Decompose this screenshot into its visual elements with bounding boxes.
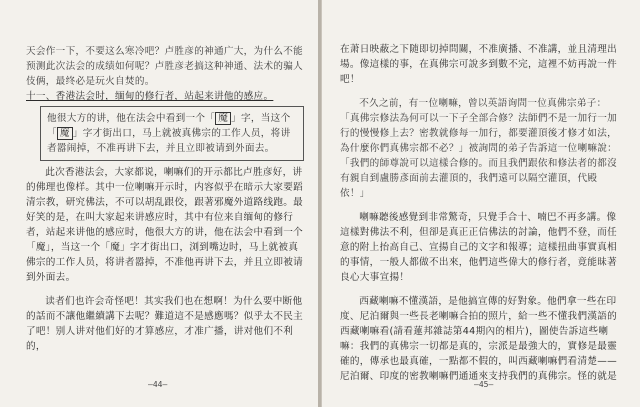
right-paragraph-3: 喇嘛聽後感覺到非常驚奇，只覺手合十、喃巴不再多講。像這樣對佛法不利，但卻是真正正信佛法的討論，他們不登，而任意的附上抬高自己、宣揚自己的文字和報導；這樣扭曲事實真相的事情，一般人都做不出來，他們這些偉大的修行者，竟能昧著良心大事宣揚！: [340, 212, 618, 283]
quote-line-3: 」字才街出口，马上就被真佛宗的工作人员，将讲者嚣闹掉，不准再讲下去，并且立即被请到外面去。: [47, 128, 291, 154]
quote-line-2: 」字，当这个「: [47, 113, 291, 139]
right-paragraph-1: 在萧日映蔽之下随即切掉問關，不准廣播、不准講，並且清理出場。像這樣的事，在真佛宗可說多到數不完，這裡不妨再說一件吧！: [340, 44, 618, 85]
left-end-paragraph: 读者们也许会奇怪吧！其实我们也在想啊！为什么要中断他的話而不讓他繼續講下去呢？難道這不是感應嗎？似乎太不民主了吧！别人讲对他们好的才算感应，才准广播，讲对他们不利的，: [26, 296, 304, 352]
left-intro-paragraph: 天会作一下，不要这么寒冷吧？卢胜彦的神通广大，为什么不能预测此次法会的成绩如何呢？卢胜彦老搞这种神通、法术的骗人伎俩，最终必是玩火自焚的。: [26, 46, 304, 87]
quote-highlight-char-2: 魔: [57, 127, 73, 140]
right-paragraph-4: 西藏喇嘛不懂漢語，是他搞宣傳的好對象。他們拿一些在印度、尼泊爾與一些長老喇嘛合拍的照片，給一些不懂我們漢語的西藏喇嘛看(請看蓮邦雜誌第44期內的相片)，圖使告訴這些喇嘛：我們的真佛宗一切都是真的，宗派是最強大的，實修是最靈確的，傳承也最真確，一點都不假的，叫西藏喇嘛們看清楚——尼泊爾、印度的密教喇嘛們通通來支持我們的真佛宗。怪的就是: [340, 296, 618, 382]
left-body-paragraph: 此次香港法会，大家都说，喇嘛们的开示都比卢胜彦好，讲的佛理也像样。其中一位喇嘛开示时，内容似乎在暗示大家要蹈清宗教，研究佛法，不可以胡乱跟佼，跟著邪魔外道路线跑。最好笑的是，在叫大家起来讲感应时，其中有位来自缅甸的修行者，站起来讲他的感应时，他很大方的讲，他在法会中看到一个「魔」，当这一个「魔」字才街出口，浏到嘴边时，马上就被真佛宗的工作人员，将讲者嚣掉，不准他再讲下去，并且立即被请到外面去。: [26, 167, 304, 283]
right-page: [321, 0, 640, 407]
left-page: [0, 0, 319, 407]
page-number-right: —45—: [474, 380, 494, 389]
page-number-left: —44—: [148, 380, 168, 389]
right-page-text: [340, 42, 619, 384]
left-page-text: [26, 44, 304, 354]
quote-highlight-char: 魔: [215, 112, 231, 125]
highlighted-quote: [40, 106, 304, 161]
quote-line-1: 他很大方的讲，他在法会中看到一个「: [47, 113, 216, 124]
section-title: 十一、香港法会时，缅甸的修行者，站起来讲他的感应。: [26, 91, 274, 102]
right-paragraph-2: 不久之前，有一位喇嘛，曾以英語询問一位真佛宗弟子：「真佛宗修法為何可以一下子全部合修？法師們不是一加行一加行的慢慢修上去？密教就修每一加行，都要灌頂後才修才如法，為什麼你們真佛宗都不必？」被詢問的弟子告訴這一位喇嘛說：「我們的師尊說可以這樣合修的。而且我們跟依和修法者的都沒有親自到盧勝彥面前去灌頂的，我們遠可以隔空灌頂，代殿依！」: [340, 98, 618, 199]
